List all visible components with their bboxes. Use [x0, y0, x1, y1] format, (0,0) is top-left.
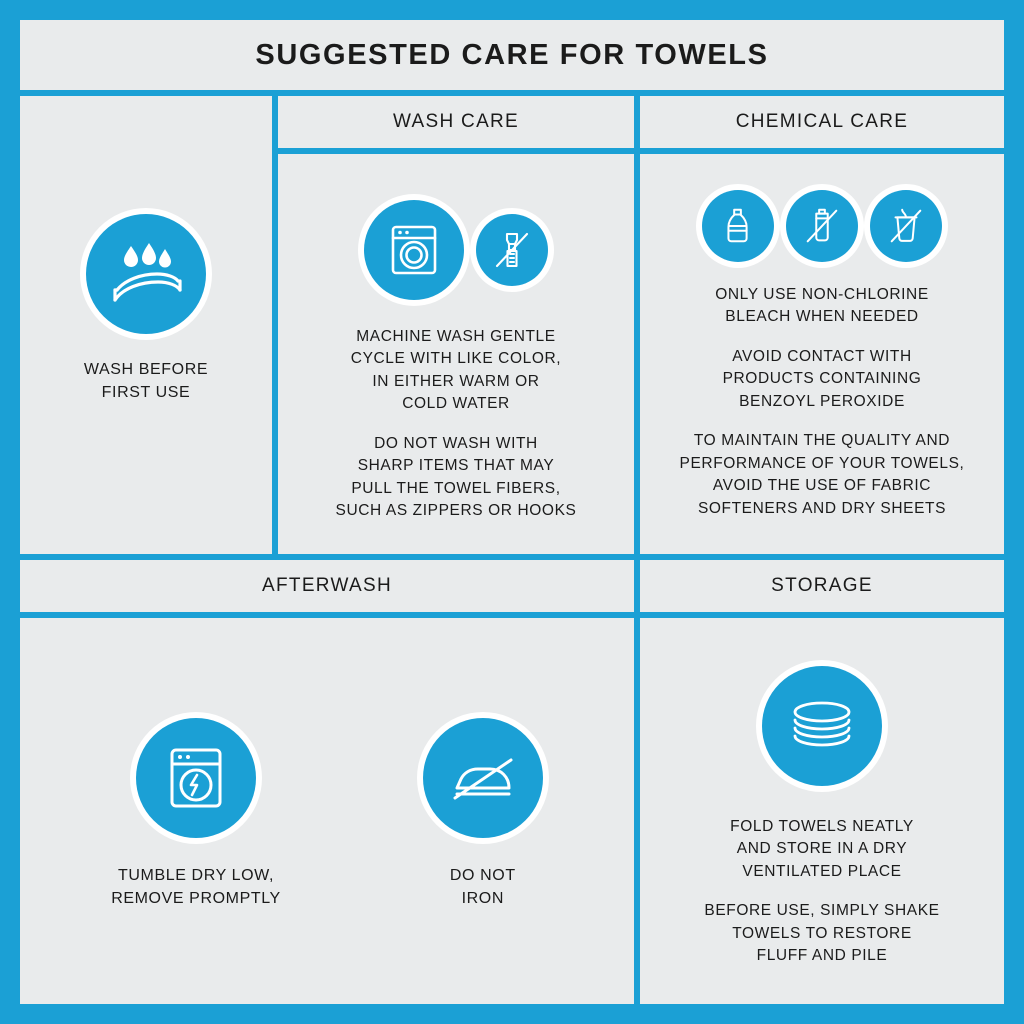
caption-line: REMOVE PROMPTLY — [111, 890, 281, 908]
section-header-wash-care — [278, 96, 634, 148]
afterwash-item — [111, 718, 281, 910]
poster-title-bar — [20, 20, 1004, 90]
paragraph-line: AVOID CONTACT WITH — [732, 347, 912, 365]
chemical-care-paragraph — [680, 430, 965, 520]
chemical-care-header-label: CHEMICAL CARE — [735, 111, 909, 132]
paragraph-line: PULL THE TOWEL FIBERS, — [351, 479, 561, 497]
do-not-iron-caption — [450, 864, 516, 910]
caption-line: FIRST USE — [101, 384, 191, 402]
caption-line: IRON — [461, 890, 504, 908]
section-header-storage — [640, 560, 1004, 612]
paragraph-line: BLEACH WHEN NEEDED — [725, 308, 919, 326]
paragraph-line: CYCLE WITH LIKE COLOR, — [350, 350, 562, 368]
poster-grid — [20, 20, 1004, 1004]
wash-before-first-use-caption — [84, 358, 208, 404]
section-afterwash-body — [20, 618, 634, 1004]
afterwash-item — [423, 718, 543, 910]
paragraph-line: PRODUCTS CONTAINING — [722, 370, 922, 388]
wash-care-paragraph — [351, 326, 561, 416]
storage-paragraph — [704, 900, 939, 967]
paragraph-line: DO NOT WASH WITH — [374, 434, 538, 452]
paragraph-line: BENZOYL PEROXIDE — [739, 392, 905, 410]
paragraph-line: SOFTENERS AND DRY SHEETS — [697, 499, 947, 517]
paragraph-line: PERFORMANCE OF YOUR TOWELS, — [679, 454, 965, 472]
section-storage-body — [640, 618, 1004, 1004]
paragraph-line: BEFORE USE, SIMPLY SHAKE — [704, 902, 940, 920]
paragraph-line: VENTILATED PLACE — [742, 862, 902, 880]
tumble-dry-low-icon — [136, 718, 256, 838]
towel-with-water-drops-icon — [86, 214, 206, 334]
paragraph-line: TO MAINTAIN THE QUALITY AND — [693, 432, 951, 450]
caption-line: DO NOT — [449, 867, 516, 884]
caption-line: WASH BEFORE — [83, 361, 209, 378]
chemical-care-paragraph — [715, 284, 929, 329]
section-header-chemical-care — [640, 96, 1004, 148]
chemical-care-paragraph — [723, 346, 922, 413]
wash-care-paragraph — [336, 433, 577, 523]
paragraph-line: SHARP ITEMS THAT MAY — [357, 457, 555, 475]
page-title: SUGGESTED CARE FOR TOWELS — [255, 38, 769, 71]
section-chemical-care-body — [640, 154, 1004, 554]
section-wash-care-body — [278, 154, 634, 554]
paragraph-line: IN EITHER WARM OR — [372, 372, 540, 390]
paragraph-line: TOWELS TO RESTORE — [732, 924, 912, 942]
section-header-afterwash — [20, 560, 634, 612]
folded-towels-stack-icon — [762, 666, 882, 786]
paragraph-line: AVOID THE USE OF FABRIC — [712, 477, 932, 495]
paragraph-line: AND STORE IN A DRY — [736, 840, 908, 858]
caption-line: TUMBLE DRY LOW, — [118, 867, 274, 884]
paragraph-line: SUCH AS ZIPPERS OR HOOKS — [335, 502, 577, 520]
paragraph-line: FLUFF AND PILE — [756, 947, 888, 965]
do-not-iron-icon — [423, 718, 543, 838]
zipper-no-icon — [476, 214, 548, 286]
wash-care-header-label: WASH CARE — [392, 111, 520, 132]
washing-machine-icon — [364, 200, 464, 300]
paragraph-line: ONLY USE NON-CHLORINE — [715, 286, 929, 303]
fabric-softener-no-icon — [870, 190, 942, 262]
storage-header-label: STORAGE — [771, 575, 873, 596]
section-wash-before-first-use — [20, 96, 272, 554]
paragraph-line: MACHINE WASH GENTLE — [356, 328, 556, 345]
paragraph-line: FOLD TOWELS NEATLY — [730, 818, 914, 835]
paragraph-line: COLD WATER — [402, 395, 510, 413]
bleach-bottle-icon — [702, 190, 774, 262]
afterwash-header-label: AFTERWASH — [262, 575, 392, 596]
tumble-dry-caption — [111, 864, 281, 910]
storage-paragraph — [730, 816, 914, 883]
cream-tube-no-icon — [786, 190, 858, 262]
